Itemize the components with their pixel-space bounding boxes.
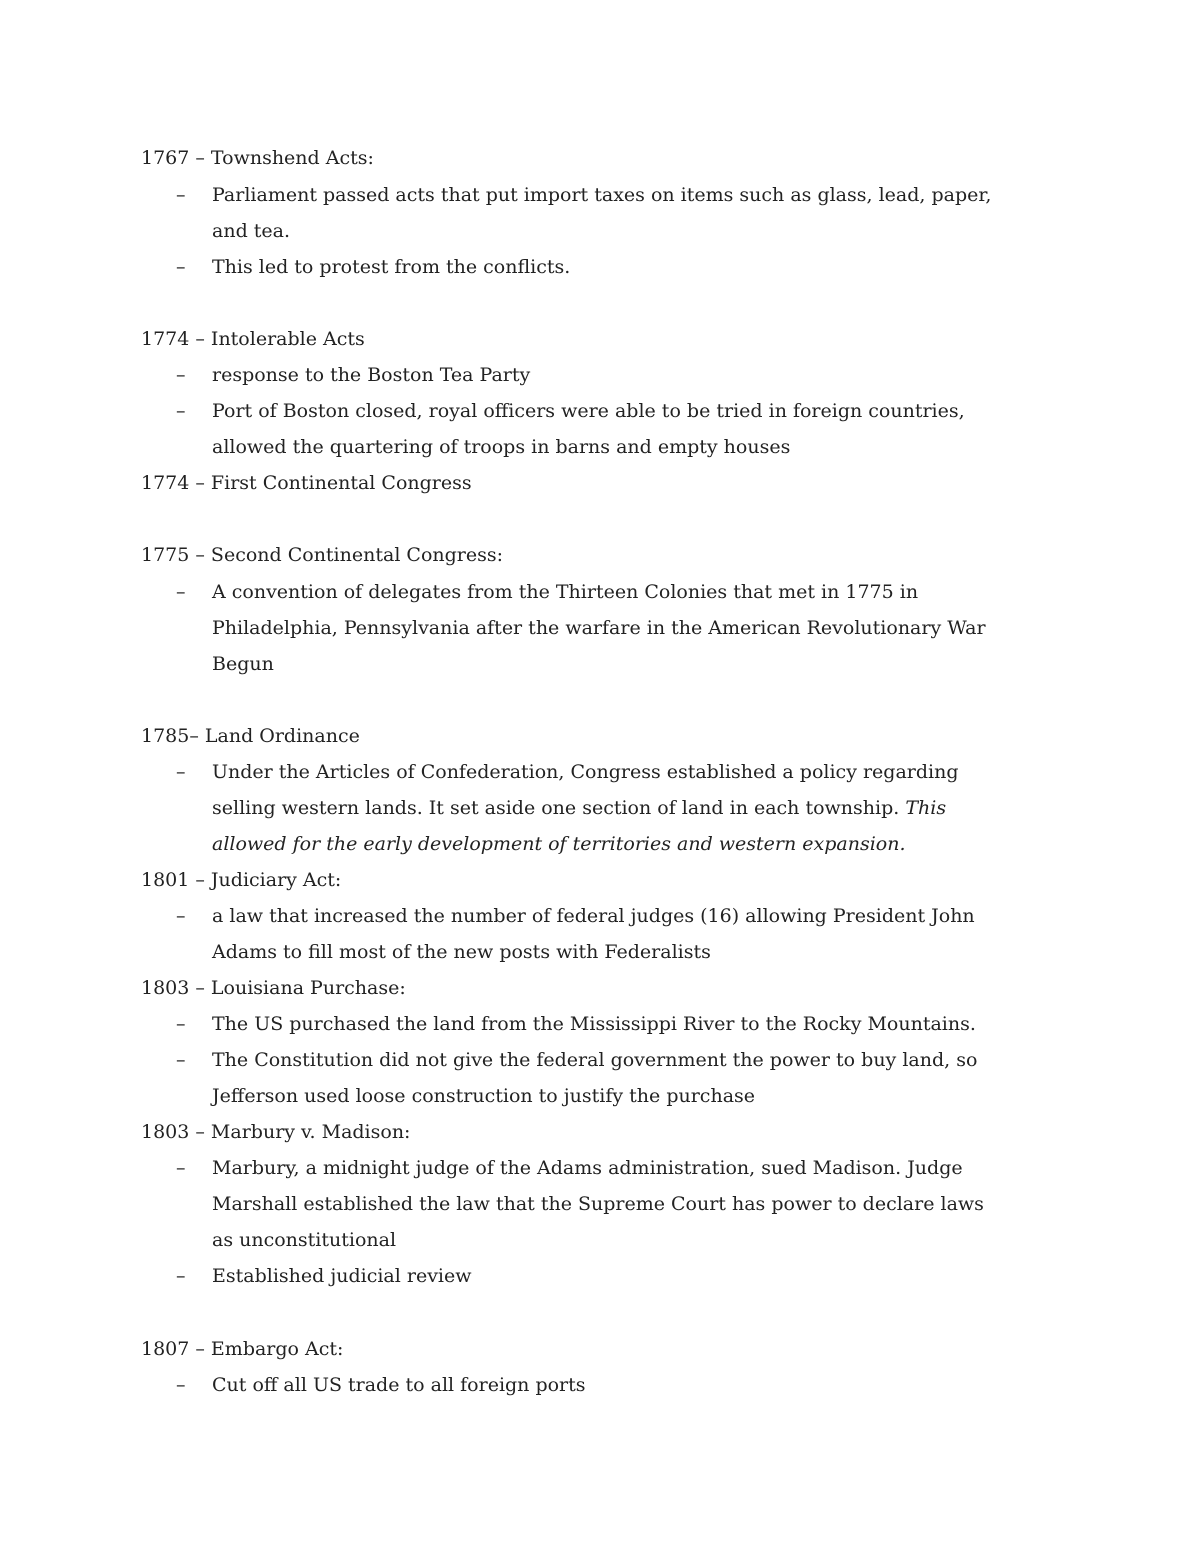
dash-bullet: – bbox=[176, 1157, 186, 1179]
bullet-line: Parliament passed acts that put import taxes on items such as glass, lead, paper, bbox=[212, 184, 992, 206]
bullet-line: Under the Articles of Confederation, Congress established a policy regarding bbox=[212, 761, 959, 783]
entry-heading-second-continental-congress: 1775 – Second Continental Congress: bbox=[141, 544, 504, 566]
bullet-item bbox=[176, 249, 1076, 285]
dash-bullet: – bbox=[176, 184, 186, 206]
bullet-line: Begun bbox=[212, 653, 274, 675]
bullet-line: and tea. bbox=[212, 220, 291, 242]
entry-heading-first-continental-congress: 1774 – First Continental Congress bbox=[141, 472, 472, 494]
bullet-item bbox=[176, 754, 1076, 862]
bullet-item bbox=[176, 574, 1076, 682]
entry-heading-intolerable-acts: 1774 – Intolerable Acts bbox=[141, 328, 365, 350]
bullet-line: Jefferson used loose construction to justify the purchase bbox=[212, 1085, 756, 1107]
dash-bullet: – bbox=[176, 1265, 186, 1287]
entry-heading-townshend-acts: 1767 – Townshend Acts: bbox=[141, 147, 374, 169]
bullet-item bbox=[176, 1006, 1076, 1042]
bullet-line: Marbury, a midnight judge of the Adams administration, sued Madison. Judge bbox=[212, 1157, 963, 1179]
bullet-line: Port of Boston closed, royal officers were able to be tried in foreign countries, bbox=[212, 400, 965, 422]
bullet-line: allowed the quartering of troops in barns and empty houses bbox=[212, 436, 791, 458]
bullet-line: Philadelphia, Pennsylvania after the warfare in the American Revolutionary War bbox=[212, 617, 986, 639]
dash-bullet: – bbox=[176, 364, 186, 386]
emphasis-line: allowed for the early development of territories and western expansion. bbox=[212, 833, 906, 855]
bullet-line: Established judicial review bbox=[212, 1265, 472, 1287]
bullet-line-with-emphasis bbox=[212, 790, 1076, 826]
bullet-line-text: selling western lands. It set aside one section of land in each township. bbox=[212, 797, 900, 819]
bullet-item bbox=[176, 1150, 1076, 1258]
dash-bullet: – bbox=[176, 1374, 186, 1396]
bullet-item bbox=[176, 1042, 1076, 1114]
bullet-item bbox=[176, 1258, 1076, 1294]
bullet-line: Marshall established the law that the Supreme Court has power to declare laws bbox=[212, 1193, 984, 1215]
bullet-line: Cut off all US trade to all foreign ports bbox=[212, 1374, 586, 1396]
bullet-line: The US purchased the land from the Mississippi River to the Rocky Mountains. bbox=[212, 1013, 976, 1035]
dash-bullet: – bbox=[176, 581, 186, 603]
dash-bullet: – bbox=[176, 1013, 186, 1035]
dash-bullet: – bbox=[176, 1049, 186, 1071]
bullet-line: A convention of delegates from the Thirteen Colonies that met in 1775 in bbox=[212, 581, 919, 603]
entry-heading-louisiana-purchase: 1803 – Louisiana Purchase: bbox=[141, 977, 406, 999]
bullet-line: as unconstitutional bbox=[212, 1229, 397, 1251]
bullet-line: response to the Boston Tea Party bbox=[212, 364, 531, 386]
bullet-item bbox=[176, 1367, 1076, 1403]
emphasis-text: This bbox=[905, 797, 947, 819]
bullet-item bbox=[176, 898, 1076, 970]
dash-bullet: – bbox=[176, 256, 186, 278]
dash-bullet: – bbox=[176, 905, 186, 927]
bullet-item bbox=[176, 357, 1076, 393]
entry-heading-embargo-act: 1807 – Embargo Act: bbox=[141, 1338, 344, 1360]
bullet-line: The Constitution did not give the federal government the power to buy land, so bbox=[212, 1049, 978, 1071]
dash-bullet: – bbox=[176, 761, 186, 783]
bullet-line: Adams to fill most of the new posts with Federalists bbox=[212, 941, 711, 963]
bullet-line: a law that increased the number of federal judges (16) allowing President John bbox=[212, 905, 975, 927]
entry-heading-land-ordinance: 1785– Land Ordinance bbox=[141, 725, 360, 747]
dash-bullet: – bbox=[176, 400, 186, 422]
bullet-line: This led to protest from the conflicts. bbox=[212, 256, 571, 278]
bullet-item bbox=[176, 177, 1076, 249]
entry-heading-judiciary-act: 1801 – Judiciary Act: bbox=[141, 869, 342, 891]
bullet-item bbox=[176, 393, 1076, 465]
entry-heading-marbury-v-madison: 1803 – Marbury v. Madison: bbox=[141, 1121, 411, 1143]
